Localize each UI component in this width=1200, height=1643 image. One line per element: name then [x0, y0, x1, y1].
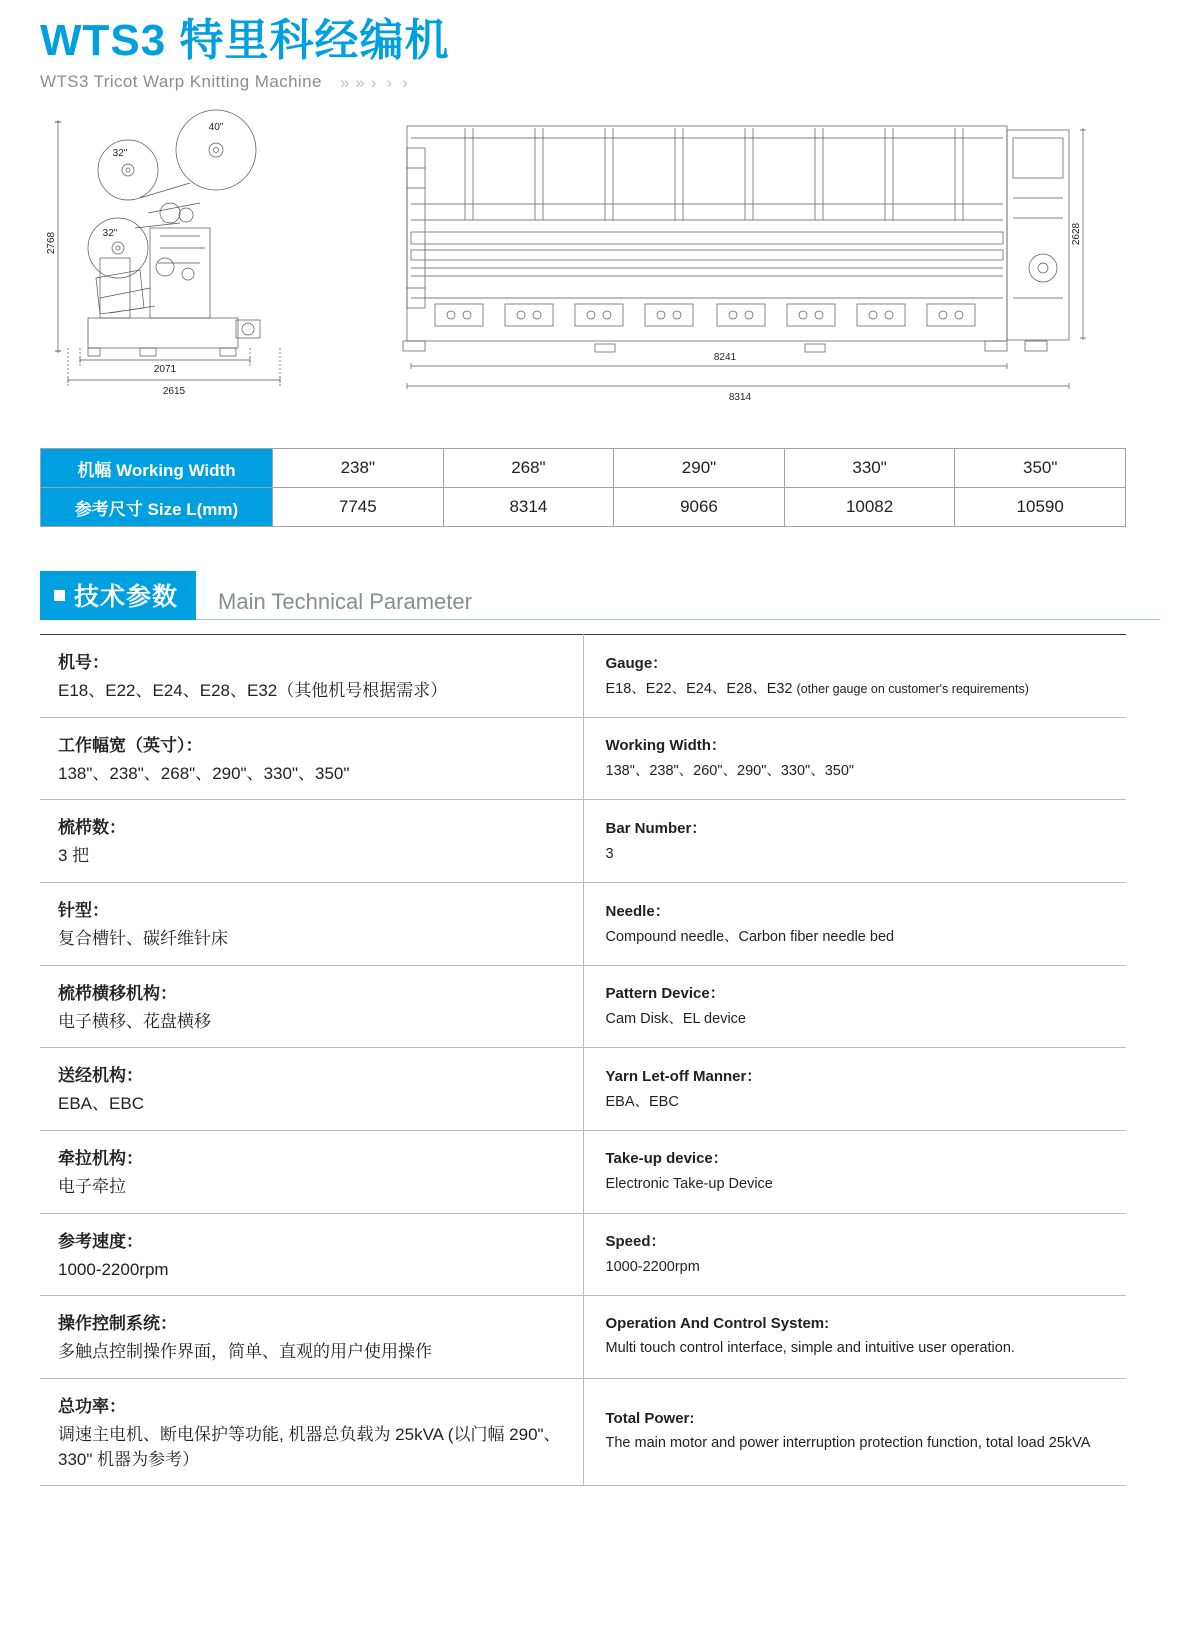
machine-drawings: [40, 108, 1160, 418]
ww-row-header-width: 机幅 Working Width: [41, 449, 273, 488]
ww-width-cell: 350": [955, 449, 1126, 488]
ww-width-cell: 268": [443, 449, 614, 488]
param-cn-cell: [40, 717, 583, 800]
subtitle-row: [40, 72, 1160, 92]
front-view-drawing: [395, 108, 1095, 408]
param-value-en: 3: [605, 845, 614, 862]
ww-size-cell: 9066: [614, 488, 785, 527]
chevron-right-icon: »: [355, 72, 361, 92]
table-row: [40, 1131, 1126, 1214]
section-title-en: Main Technical Parameter: [196, 571, 1160, 620]
side-view-drawing: [40, 108, 330, 408]
param-value-cn: 电子横移、花盘横移: [58, 1011, 211, 1031]
ww-size-cell: 10590: [955, 488, 1126, 527]
param-cn-cell: [40, 883, 583, 966]
param-cn-cell: [40, 1048, 583, 1131]
section-title-cn: 技术参数: [74, 583, 179, 612]
chevron-right-icon: ›: [370, 72, 377, 92]
param-label-cn: 牵拉机构：: [58, 1149, 143, 1169]
param-label-cn: 工作幅宽（英寸）：: [58, 735, 203, 755]
param-label-en: Needle：: [605, 902, 670, 920]
param-label-cn: 总功率：: [58, 1396, 126, 1416]
param-value-cn: 138"、238"、268"、290"、330"、350": [58, 763, 350, 783]
table-row: [40, 883, 1126, 966]
table-row: [40, 1378, 1126, 1485]
param-value-en-main: E18、E22、E24、E28、E32: [605, 680, 797, 697]
param-value-en: Multi touch control interface, simple and intuitive user operation.: [605, 1339, 1015, 1356]
square-bullet-icon: [54, 590, 65, 601]
table-row: [40, 1048, 1126, 1131]
table-row: [40, 965, 1126, 1048]
param-label-en: Take-up device：: [605, 1150, 728, 1168]
chevron-right-icon: ›: [386, 72, 393, 92]
working-width-table: [40, 448, 1126, 527]
table-row: [40, 1296, 1126, 1379]
param-label-en: Total Power:: [605, 1409, 695, 1427]
param-en-cell: [583, 1378, 1126, 1485]
ww-size-cell: 8314: [443, 488, 614, 527]
dim-width-outer-left: 2615: [162, 386, 186, 398]
param-value-en: Cam Disk、EL device: [605, 1011, 746, 1028]
param-cn-cell: [40, 1131, 583, 1214]
section-heading: [40, 571, 1160, 620]
param-value-en: The main motor and power interruption protection function, total load 25kVA: [605, 1434, 1091, 1451]
param-label-en: Bar Number：: [605, 819, 707, 837]
table-row: [41, 488, 1126, 527]
dim-height-left: 2768: [46, 232, 57, 255]
param-value-cn: 复合槽针、碳纤维针床: [58, 929, 228, 949]
param-label-cn: 机号：: [58, 653, 109, 673]
table-row: [40, 635, 1126, 718]
param-value-en: 138"、238"、260"、290"、330"、350": [605, 763, 855, 780]
param-en-cell: [583, 1048, 1126, 1131]
chevron-decoration: [340, 74, 408, 91]
param-label-en: Gauge：: [605, 654, 668, 672]
param-label-cn: 针型：: [58, 901, 109, 921]
chevron-right-icon: »: [339, 72, 346, 92]
ww-width-cell: 330": [784, 449, 955, 488]
section-title-cn-badge: [40, 571, 196, 620]
ww-size-cell: 10082: [784, 488, 955, 527]
param-value-cn: 3 把: [58, 846, 90, 866]
table-row: [41, 449, 1126, 488]
ww-size-cell: 7745: [273, 488, 444, 527]
param-value-en: 1000-2200rpm: [605, 1259, 700, 1276]
param-label-cn: 梳栉数：: [58, 818, 126, 838]
table-row: [40, 1213, 1126, 1296]
param-cn-cell: [40, 1296, 583, 1379]
ww-row-header-size: 参考尺寸 Size L(mm): [41, 488, 273, 527]
param-cn-cell: [40, 965, 583, 1048]
param-value-cn: E18、E22、E24、E28、E32（其他机号根据需求）: [58, 681, 448, 701]
param-value-en: [606, 679, 1121, 701]
ww-width-cell: 238": [273, 449, 444, 488]
param-en-cell: [583, 883, 1126, 966]
param-en-cell: [583, 800, 1126, 883]
param-label-en: Pattern Device：: [605, 985, 725, 1003]
chevron-right-icon: ›: [402, 72, 408, 92]
param-label-en: Speed：: [605, 1233, 666, 1251]
param-value-cn: 电子牵拉: [58, 1177, 126, 1197]
table-row: [40, 717, 1126, 800]
dim-width-inner-left: 2071: [153, 364, 177, 376]
param-value-cn: 多触点控制操作界面，简单、直观的用户使用操作: [58, 1342, 432, 1362]
param-label-en: Working Width：: [605, 737, 726, 755]
dim-height-right: 2628: [1071, 223, 1082, 246]
param-value-cn: 1000-2200rpm: [58, 1259, 169, 1279]
page-header: [40, 0, 1160, 92]
page-title: WTS3 特里科经编机: [40, 16, 450, 65]
param-en-cell: [583, 1131, 1126, 1214]
dim-width-outer-right: 8314: [728, 392, 752, 404]
technical-parameter-table: [40, 634, 1126, 1486]
param-label-cn: 梳栉横移机构：: [58, 983, 177, 1003]
param-label-en: Operation And Control System:: [605, 1314, 830, 1332]
param-en-cell: [583, 1296, 1126, 1379]
param-value-en-note: (other gauge on customer's requirements): [796, 681, 1029, 696]
param-value-en: Electronic Take-up Device: [605, 1176, 773, 1193]
page-subtitle: WTS3 Tricot Warp Knitting Machine: [40, 72, 322, 92]
param-value-cn: EBA、EBC: [58, 1094, 144, 1114]
param-en-cell: [583, 717, 1126, 800]
param-cn-cell: [40, 800, 583, 883]
roll-label-32-b: 32": [102, 228, 118, 240]
param-value-en: EBA、EBC: [605, 1093, 679, 1110]
param-label-cn: 送经机构：: [58, 1066, 143, 1086]
param-label-cn: 参考速度：: [58, 1231, 143, 1251]
param-en-cell: [583, 1213, 1126, 1296]
ww-width-cell: 290": [614, 449, 785, 488]
dim-width-inner-right: 8241: [713, 352, 737, 364]
param-label-en: Yarn Let-off Manner：: [605, 1067, 762, 1085]
roll-label-40: 40": [208, 122, 224, 134]
param-cn-cell: [40, 1378, 583, 1485]
param-label-cn: 操作控制系统：: [58, 1314, 177, 1334]
param-en-cell: [583, 965, 1126, 1048]
param-en-cell: [583, 635, 1126, 718]
param-value-cn: 调速主电机、断电保护等功能, 机器总负载为 25kVA (以门幅 290"、330" 机器为参考）: [58, 1424, 561, 1469]
param-cn-cell: [40, 635, 583, 718]
roll-label-32-a: 32": [112, 148, 128, 160]
param-cn-cell: [40, 1213, 583, 1296]
param-value-en: Compound needle、Carbon fiber needle bed: [605, 928, 895, 945]
table-row: [40, 800, 1126, 883]
